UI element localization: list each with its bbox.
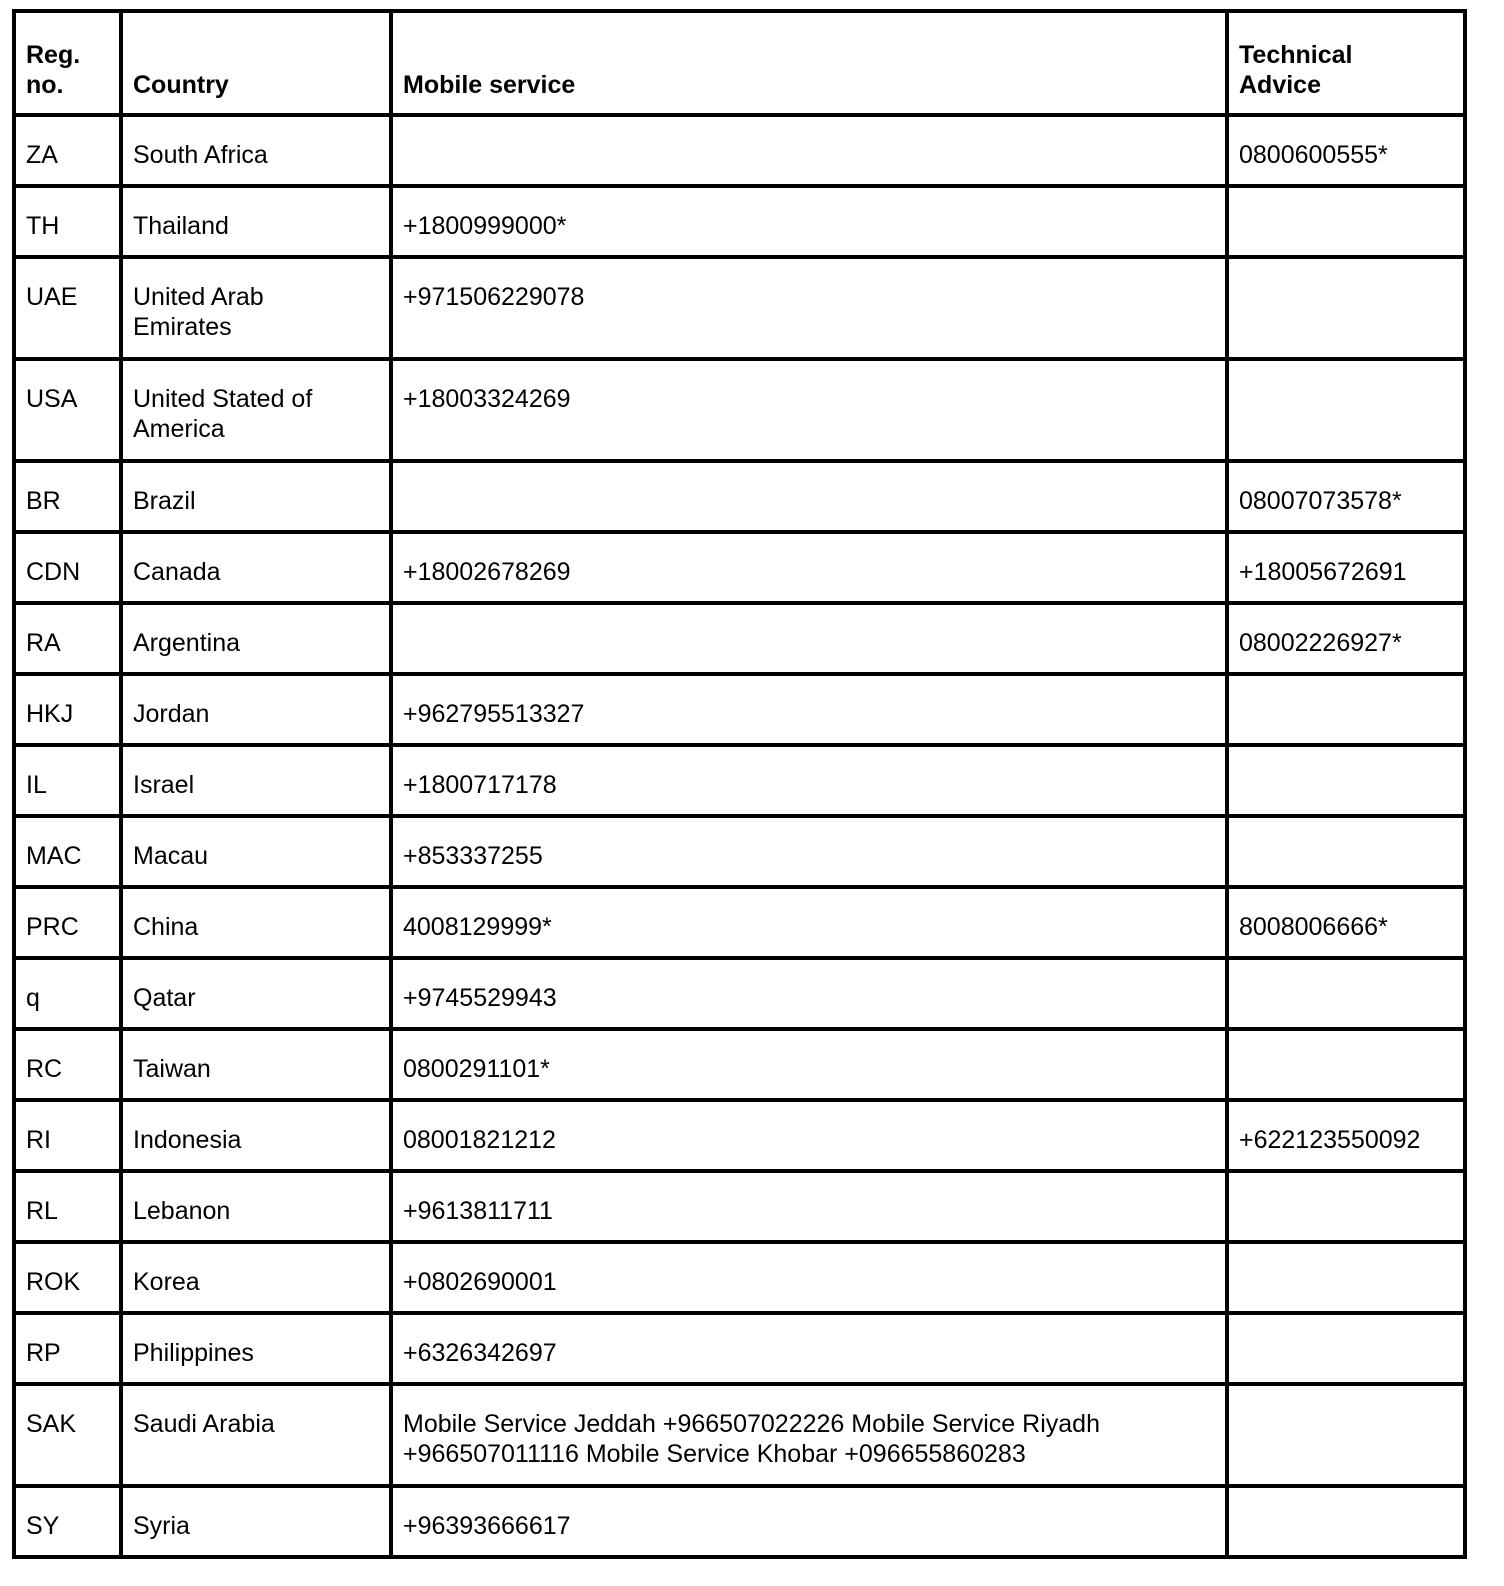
reg-no-cell: SY (14, 1486, 121, 1557)
mobile-service-cell: +853337255 (391, 816, 1227, 887)
header-reg-no: Reg. no. (14, 11, 121, 115)
technical-advice-cell: 08007073578* (1227, 461, 1465, 532)
reg-no-cell: SAK (14, 1384, 121, 1486)
technical-advice-cell: +18005672691 (1227, 532, 1465, 603)
mobile-service-cell: 08001821212 (391, 1100, 1227, 1171)
mobile-service-cell: +971506229078 (391, 257, 1227, 359)
country-cell: Qatar (121, 958, 391, 1029)
table-row (14, 816, 1465, 887)
reg-no-cell: MAC (14, 816, 121, 887)
table-row (14, 674, 1465, 745)
mobile-service-cell: +6326342697 (391, 1313, 1227, 1384)
technical-advice-cell: +622123550092 (1227, 1100, 1465, 1171)
mobile-service-cell: +1800999000* (391, 186, 1227, 257)
country-cell: Jordan (121, 674, 391, 745)
mobile-service-cell (391, 115, 1227, 186)
country-cell: South Africa (121, 115, 391, 186)
mobile-service-cell: +9745529943 (391, 958, 1227, 1029)
reg-no-cell: CDN (14, 532, 121, 603)
country-cell: Macau (121, 816, 391, 887)
table-row (14, 461, 1465, 532)
country-cell: Korea (121, 1242, 391, 1313)
mobile-service-cell (391, 461, 1227, 532)
country-cell: United Stated of America (121, 359, 391, 461)
header-mobile-service: Mobile service (391, 11, 1227, 115)
country-cell: Thailand (121, 186, 391, 257)
country-cell: Brazil (121, 461, 391, 532)
country-cell: United Arab Emirates (121, 257, 391, 359)
reg-no-cell: RP (14, 1313, 121, 1384)
reg-no-cell: RL (14, 1171, 121, 1242)
country-cell: Syria (121, 1486, 391, 1557)
header-technical-advice: Technical Advice (1227, 11, 1465, 115)
technical-advice-cell (1227, 359, 1465, 461)
technical-advice-cell (1227, 816, 1465, 887)
header-country: Country (121, 11, 391, 115)
service-contact-table (12, 9, 1467, 1559)
table-row (14, 359, 1465, 461)
table-row (14, 1313, 1465, 1384)
technical-advice-cell (1227, 958, 1465, 1029)
technical-advice-cell (1227, 1486, 1465, 1557)
reg-no-cell: HKJ (14, 674, 121, 745)
mobile-service-cell: +18003324269 (391, 359, 1227, 461)
table-row (14, 887, 1465, 958)
table-row (14, 603, 1465, 674)
reg-no-cell: ZA (14, 115, 121, 186)
technical-advice-cell (1227, 1242, 1465, 1313)
reg-no-cell: UAE (14, 257, 121, 359)
reg-no-cell: PRC (14, 887, 121, 958)
reg-no-cell: RC (14, 1029, 121, 1100)
table-row (14, 1029, 1465, 1100)
table-row (14, 532, 1465, 603)
reg-no-cell: q (14, 958, 121, 1029)
technical-advice-cell: 08002226927* (1227, 603, 1465, 674)
table-row (14, 745, 1465, 816)
reg-no-cell: BR (14, 461, 121, 532)
mobile-service-cell: Mobile Service Jeddah +966507022226 Mobile Service Riyadh +966507011116 Mobile Service Khobar +096655860283 (391, 1384, 1227, 1486)
mobile-service-cell (391, 603, 1227, 674)
reg-no-cell: ROK (14, 1242, 121, 1313)
technical-advice-cell (1227, 257, 1465, 359)
country-cell: Taiwan (121, 1029, 391, 1100)
mobile-service-cell: 4008129999* (391, 887, 1227, 958)
technical-advice-cell (1227, 1313, 1465, 1384)
mobile-service-cell: +0802690001 (391, 1242, 1227, 1313)
technical-advice-cell: 0800600555* (1227, 115, 1465, 186)
reg-no-cell: TH (14, 186, 121, 257)
technical-advice-cell (1227, 1384, 1465, 1486)
table-row (14, 257, 1465, 359)
technical-advice-cell (1227, 186, 1465, 257)
country-cell: Canada (121, 532, 391, 603)
technical-advice-cell (1227, 1029, 1465, 1100)
technical-advice-cell (1227, 1171, 1465, 1242)
mobile-service-cell: +96393666617 (391, 1486, 1227, 1557)
table-row (14, 1100, 1465, 1171)
mobile-service-cell: +962795513327 (391, 674, 1227, 745)
reg-no-cell: IL (14, 745, 121, 816)
technical-advice-cell (1227, 674, 1465, 745)
table-row (14, 958, 1465, 1029)
country-cell: Saudi Arabia (121, 1384, 391, 1486)
table-row (14, 186, 1465, 257)
reg-no-cell: RI (14, 1100, 121, 1171)
table-row (14, 1171, 1465, 1242)
table-row (14, 1486, 1465, 1557)
reg-no-cell: USA (14, 359, 121, 461)
table-row (14, 1384, 1465, 1486)
mobile-service-cell: +1800717178 (391, 745, 1227, 816)
country-cell: Indonesia (121, 1100, 391, 1171)
reg-no-cell: RA (14, 603, 121, 674)
technical-advice-cell: 8008006666* (1227, 887, 1465, 958)
country-cell: Philippines (121, 1313, 391, 1384)
table-row (14, 115, 1465, 186)
country-cell: Lebanon (121, 1171, 391, 1242)
country-cell: China (121, 887, 391, 958)
table-header-row (14, 11, 1465, 115)
country-cell: Israel (121, 745, 391, 816)
mobile-service-cell: +9613811711 (391, 1171, 1227, 1242)
mobile-service-cell: 0800291101* (391, 1029, 1227, 1100)
table-row (14, 1242, 1465, 1313)
country-cell: Argentina (121, 603, 391, 674)
technical-advice-cell (1227, 745, 1465, 816)
mobile-service-cell: +18002678269 (391, 532, 1227, 603)
